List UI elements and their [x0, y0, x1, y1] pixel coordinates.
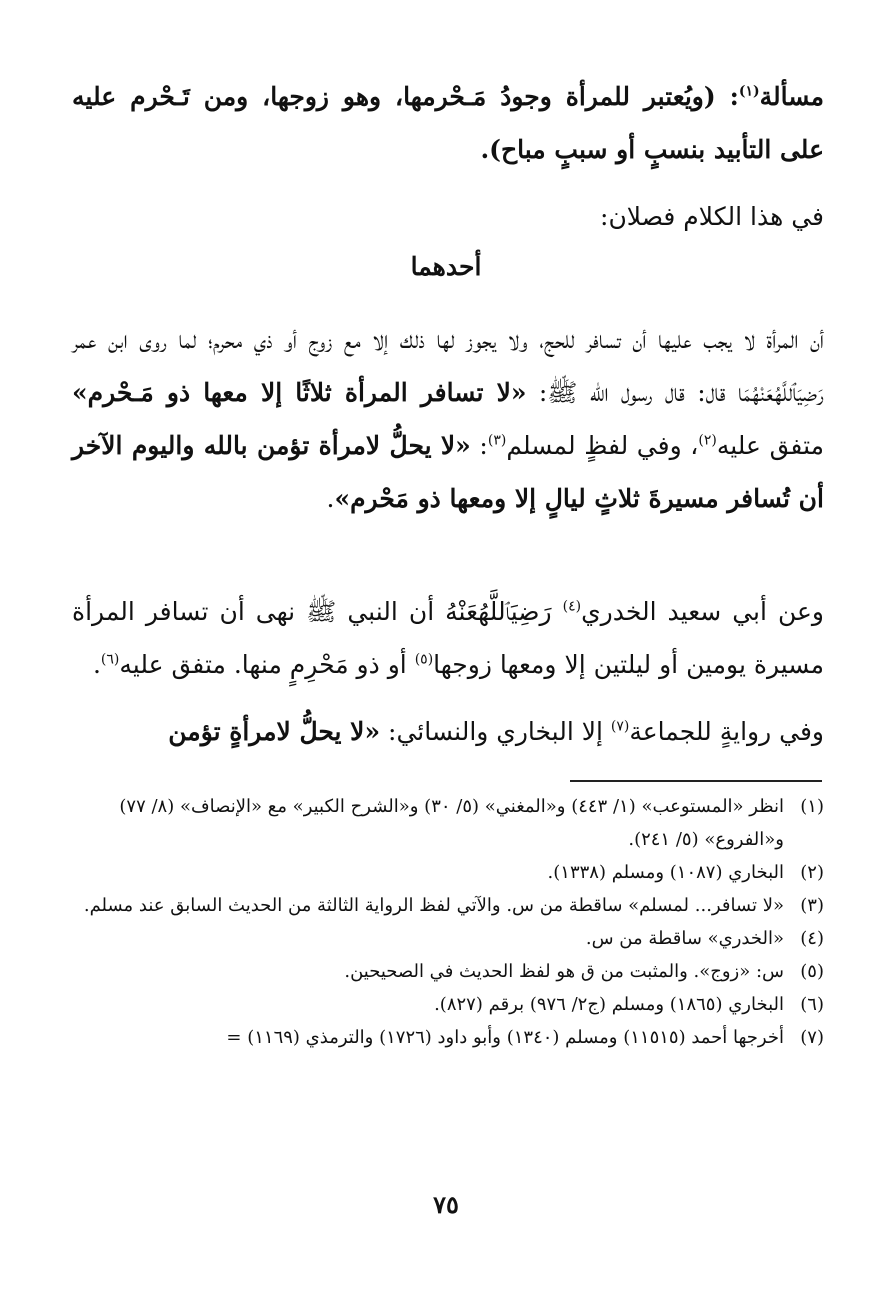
para2-text-1: أن المرأة لا يجب عليها أن تسافر للحج، ولا يجوز لها ذلك إلا مع زوج أو ذي محرم؛ لما روى ابن عمر رَضِيَٱللَّهُعَنْهُمَا قال: قال رسول الله ﷺ: [72, 325, 824, 407]
intro-line: في هذا الكلام فصلان: [600, 202, 824, 231]
footnotes [72, 790, 824, 1054]
para2-text-4: : [470, 431, 488, 460]
footnote-number: (٧) [800, 1027, 824, 1048]
footnote-text: أخرجها أحمد (١١٥١٥) ومسلم (١٣٤٠) وأبو داود (١٧٢٦) والترمذي (١١٦٩) = [226, 1027, 784, 1048]
footnote-3 [72, 889, 824, 922]
footnote-number: (١) [800, 796, 824, 817]
para2-text-3: ، وفي لفظٍ لمسلم [506, 431, 699, 460]
para3-text-1: وعن أبي سعيد الخدري [581, 597, 824, 626]
footnote-text: «الخدري» ساقطة من س. [585, 928, 784, 949]
footnote-text: انظر «المستوعب» (١/ ٤٤٣) و«المغني» (٥/ ٣٠) و«الشرح الكبير» مع «الإنصاف» (٨/ ٧٧) و«الفروع» (٥/ ٢٤١). [119, 796, 784, 850]
section-heading: أحدهما [410, 252, 482, 281]
paragraph-jamaa [72, 705, 824, 758]
footnote-number: (٢) [800, 862, 824, 883]
footnote-ref-1[interactable]: (١) [738, 83, 760, 100]
footnote-ref-7[interactable]: (٧) [610, 718, 630, 735]
footnote-ref-6[interactable]: (٦) [100, 651, 120, 668]
footnote-text: البخاري (١٨٦٥) ومسلم (ج٢/ ٩٧٦) برقم (٨٢٧). [434, 994, 784, 1015]
footnote-number: (٤) [800, 928, 824, 949]
para2-text-2: متفق عليه [716, 431, 825, 460]
hadith-quote-3: «لا يحلُّ لامرأةٍ تؤمن [168, 717, 381, 746]
footnote-5 [72, 955, 824, 988]
para3-text-4: . [92, 650, 101, 679]
footnote-ref-4[interactable]: (٤) [562, 598, 582, 615]
footnote-1 [72, 790, 824, 856]
masala-paragraph [72, 70, 824, 176]
footnote-7 [72, 1021, 824, 1054]
footnote-ref-3[interactable]: (٣) [487, 432, 507, 449]
footnote-2 [72, 856, 824, 889]
footnote-text: البخاري (١٠٨٧) ومسلم (١٣٣٨). [547, 862, 784, 883]
para2-text-5: . [326, 484, 335, 513]
masala-label: مسألة [759, 82, 824, 111]
footnote-number: (٣) [800, 895, 824, 916]
footnote-number: (٦) [800, 994, 824, 1015]
paragraph-travel-ruling [72, 313, 824, 525]
footnote-ref-5[interactable]: (٥) [414, 651, 434, 668]
page-number: ٧٥ [433, 1190, 459, 1219]
para3-text-2: رَضِيَٱللَّهُعَنْهُ أن النبي ﷺ نهى أن تسافر المرأة مسيرة يومين أو ليلتين إلا ومعها زوجها [72, 597, 824, 679]
footnote-text: «لا تسافر... لمسلم» ساقطة من س. والآتي لفظ الرواية الثالثة من الحديث السابق عند مسلم. [83, 895, 784, 916]
footnote-ref-2[interactable]: (٢) [698, 432, 717, 449]
para3-text-3: أو ذو مَحْرِمٍ منها. متفق عليه [119, 650, 415, 679]
para4-text-1: وفي روايةٍ للجماعة [629, 717, 824, 746]
hadith-quote-2: «لا يحلُّ لامرأة تؤمن بالله واليوم الآخر أن تُسافر مسيرةَ ثلاثٍ ليالٍ إلا ومعها ذو مَحْرم» [72, 431, 824, 513]
paragraph-abu-said [72, 585, 824, 691]
footnote-6 [72, 988, 824, 1021]
footnote-separator [570, 780, 822, 782]
masala-text: : (ويُعتبر للمرأة وجودُ مَـحْرمها، وهو زوجها، ومن تَـحْرم عليه على التأبيد بنسبٍ أو سببٍ مباح). [72, 82, 824, 164]
footnote-text: س: «زوج». والمثبت من ق هو لفظ الحديث في الصحيحين. [344, 961, 784, 982]
hadith-quote-1: «لا تسافر المرأة ثلاثًا إلا معها ذو مَـحْرم» [72, 378, 527, 407]
footnote-number: (٥) [800, 961, 824, 982]
footnote-4 [72, 922, 824, 955]
para4-text-2: إلا البخاري والنسائي: [380, 717, 611, 746]
